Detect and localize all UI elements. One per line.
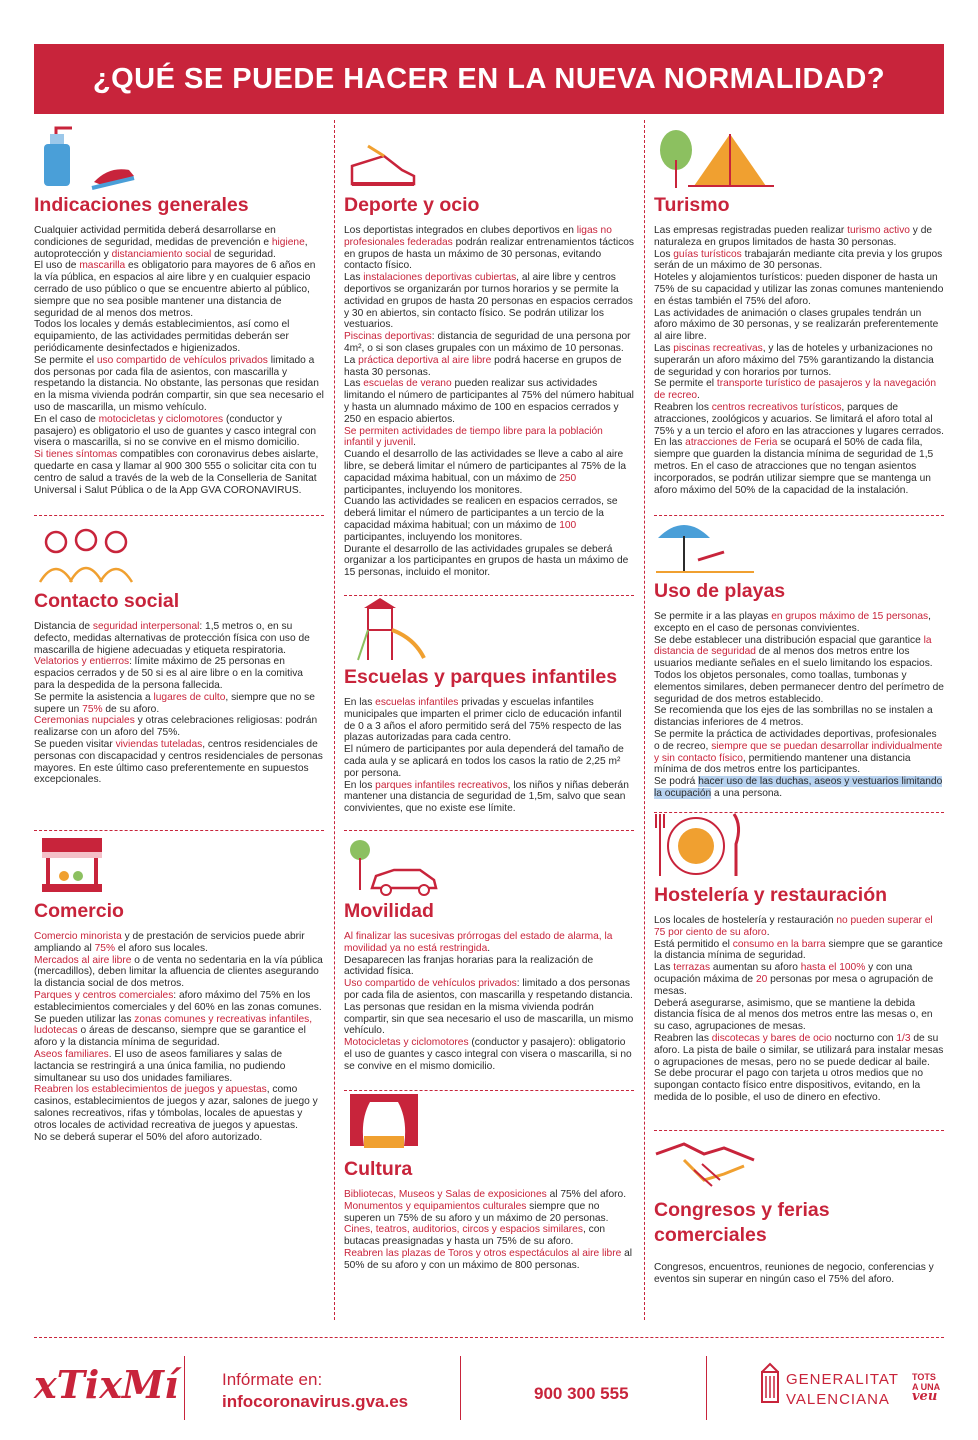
paragraph	[34, 319, 324, 354]
paragraph	[344, 1189, 634, 1201]
playground-slide-icon	[344, 598, 634, 664]
text-run: Las	[654, 962, 674, 974]
paragraph	[34, 715, 324, 739]
paragraph	[34, 692, 324, 716]
paragraph	[344, 931, 634, 955]
paragraph	[654, 705, 944, 729]
paragraph	[654, 308, 944, 343]
text-run: Se pueden utilizar las	[34, 1013, 135, 1025]
section-body	[344, 931, 634, 1073]
text-run: Se permite el	[654, 378, 717, 390]
text-run: al 75% del aforo.	[546, 1189, 627, 1200]
highlight-text: 20	[755, 973, 768, 985]
text-run: , los niños y niñas deberán mantener una distancia de seguridad de 1,5m, salvo que sean convivientes, que no existe ese límite.	[344, 779, 629, 815]
info-label: Infórmate en:	[222, 1370, 323, 1389]
section-movilidad	[344, 832, 634, 1073]
highlight-text: hasta el 100%	[800, 962, 866, 974]
text-run: Todos los objetos personales, como toallas, tumbonas y elementos similares, deben permanecer dentro del perímetro de seguridad de dos metros establecido.	[654, 669, 944, 705]
paragraph	[344, 978, 634, 1037]
handshake-icon	[654, 1130, 944, 1196]
text-run: de al menos dos metros entre los usuarios mediante señales en el suelo limitando los espacios.	[654, 646, 933, 670]
text-run: La	[344, 354, 359, 366]
section-body	[34, 931, 324, 1143]
highlight-text: seguridad interpersonal	[92, 621, 200, 632]
paragraph	[34, 656, 324, 691]
section-title: Deporte y ocio	[344, 194, 480, 216]
paragraph	[344, 780, 634, 815]
highlight-text: Reabren las plazas de Toros y otros espectáculos al aire libre	[344, 1247, 622, 1259]
section-hosteleria	[654, 810, 944, 1104]
text-run: Se permite ir a las playas	[654, 611, 772, 622]
people-icon	[34, 522, 324, 588]
text-run: Se debe establecer una distribución espacial que garantice	[654, 634, 924, 646]
text-run: No se deberá superar el 50% del aforo autorizado.	[34, 1131, 263, 1143]
footer-divider	[184, 1356, 185, 1420]
highlight-text: Mercados al aire libre	[34, 954, 132, 966]
column-divider	[644, 120, 645, 1320]
text-run: o áreas de descanso, siempre que se garantice el aforo y la distancia mínima de seguridad.	[34, 1025, 306, 1049]
paragraph	[654, 272, 944, 307]
text-run: , con butacas preasignadas y hasta un 75% de su aforo.	[344, 1224, 606, 1248]
text-run: personas por mesa o agrupación de mesas.	[654, 973, 934, 997]
highlight-text: Reabren los establecimientos de juegos y apuestas	[34, 1084, 267, 1096]
text-run: Desaparecen las franjas horarias para la realización de actividad física.	[344, 954, 594, 978]
section-body	[34, 225, 324, 496]
section-divider	[34, 830, 324, 831]
highlight-text: Si tienes síntomas	[34, 449, 118, 461]
text-run: Se permite la práctica de actividades deportivas, profesionales o de recreo,	[654, 728, 937, 752]
highlight-text: transporte turístico de pasajeros y la navegación de recreo	[654, 378, 937, 402]
highlight-text: Comercio minorista	[34, 931, 122, 942]
text-run: . El uso de aseos familiares y salas de lactancia se restringirá a una única familia, no pudiendo simultanear su uso dos unidades familiares.	[34, 1048, 286, 1084]
paragraph	[654, 611, 944, 635]
highlight-text: en grupos máximo de 15 personas	[771, 611, 929, 622]
section-body	[654, 915, 944, 1104]
text-run: y con una ocupación máxima de	[654, 962, 913, 985]
text-run: : limitado a dos personas por cada fila de asientos, con mascarilla y respetando distancia. Las personas que residan en la misma vivienda podrán compartir, sin que sea necesario el uso de mascarilla, un mismo vehículo.	[344, 978, 634, 1037]
paragraph	[654, 998, 944, 1033]
paragraph	[34, 1014, 324, 1049]
footer-divider	[706, 1356, 707, 1420]
section-title: Cultura	[344, 1158, 413, 1180]
highlight-text: 75%	[94, 942, 115, 954]
paragraph	[654, 249, 944, 273]
footer-divider	[34, 1337, 944, 1338]
text-run: podrán realizar entrenamientos tácticos en grupos de hasta un máximo de 30 personas, evitando contacto físico.	[344, 236, 634, 272]
text-run: pueden realizar sus actividades limitando el número de participantes al 75% del número habitual y hasta un alumnado máximo de 100 en espacios cerrados y 250 en espacio abiertos.	[344, 378, 634, 425]
highlight-text: no pueden superar el 75 por ciento de su aforo	[654, 915, 933, 938]
highlight-text: Parques y centros comerciales	[34, 989, 174, 1001]
text-run: .	[697, 390, 700, 402]
tots-line3: veu	[912, 1389, 938, 1404]
paragraph	[654, 343, 944, 378]
text-run: .	[413, 437, 416, 449]
section-deporte	[344, 126, 634, 579]
text-run: Las	[344, 378, 364, 390]
page-banner	[34, 44, 944, 114]
highlight-text: zonas comunes y recreativas infantiles, ludotecas	[34, 1013, 313, 1037]
market-stall-icon	[34, 832, 324, 898]
text-run: de seguridad.	[211, 248, 276, 260]
section-divider	[34, 515, 324, 516]
text-run: Se recomienda que los ejes de las sombrillas no se instalen a distancias inferiores de 4 metros.	[654, 705, 933, 729]
paragraph	[34, 1132, 324, 1144]
text-run: participantes, incluyendo los monitores.	[344, 484, 523, 496]
text-run: : aforo máximo del 75% en los establecimientos comerciales y del 60% en las zonas comunes.	[34, 989, 322, 1013]
highlight-text: Cines, teatros, auditorios, circos y espacios similares	[344, 1224, 583, 1236]
text-run: y de naturaleza en grupos limitados de hasta 30 personas.	[654, 225, 933, 248]
running-shoe-icon	[344, 126, 634, 192]
paragraph	[344, 697, 634, 744]
paragraph	[34, 449, 324, 496]
text-run: participantes, incluyendo los monitores.	[344, 531, 523, 543]
text-run: Se podrá	[654, 776, 699, 788]
text-run: Reabren los	[654, 401, 712, 413]
paragraph	[34, 739, 324, 786]
text-run: Se permite el	[34, 354, 97, 366]
info-link[interactable]: infocoronavirus.gva.es	[222, 1392, 409, 1411]
text-run: de su aforo. La pista de baile o similar, se utilizará para instalar mesas o agrupaciones de mesas, pero no se puede dedicar al baile.	[654, 1032, 944, 1068]
paragraph	[344, 272, 634, 331]
paragraph	[34, 414, 324, 449]
tixmi-logo: xTixMí	[34, 1362, 179, 1407]
section-title: Hostelería y restauración	[654, 884, 888, 906]
paragraph	[654, 1262, 944, 1286]
section-divider	[344, 595, 634, 596]
text-run: , centros residenciales de personas con discapacidad y centros residenciales de personas mayores. En este último caso preferentemente en supuestos excepcionales.	[34, 738, 323, 786]
highlight-text: 250	[559, 472, 577, 484]
text-run: Las	[344, 272, 364, 284]
text-run: , al aire libre y centros deportivos se organizarán por turnos horarios y se permite la actividad en grupos de hasta 20 personas en espacios cerrados y 30 en abiertos, sin contacto físico. Se podrán utilizar los vestuarios.	[344, 272, 633, 331]
highlight-text: escuelas de verano	[363, 378, 452, 390]
text-run: Se pueden visitar	[34, 738, 116, 750]
text-run: , permitiendo mantener una distancia mínima de dos metros entre los participantes.	[654, 752, 911, 776]
paragraph	[34, 1049, 324, 1084]
paragraph	[654, 776, 944, 800]
theater-stage-icon	[344, 1090, 634, 1156]
text-run: , parques de atracciones, zoológicos y acuarios. Se limitará el aforo total al 75% y a un tercio el aforo en las atracciones y lugares cerrados.	[654, 401, 944, 437]
text-run: , y las de hoteles y urbanizaciones no superarán un aforo máximo del 75% garantizando la distancia de seguridad y con horarios por turnos.	[654, 342, 934, 378]
text-run: Las	[654, 342, 674, 354]
text-run: siempre que se garantice la distancia mínima de seguridad.	[654, 938, 943, 962]
highlight-text: terrazas	[673, 962, 711, 974]
paragraph	[34, 1084, 324, 1131]
highlight-text: Aseos familiares	[34, 1048, 109, 1060]
text-run: , siempre que no se supere un	[34, 691, 315, 715]
paragraph	[344, 1224, 634, 1248]
text-run: Los locales de hostelería y restauración	[654, 915, 837, 926]
section-title: Escuelas y parques infantiles	[344, 666, 618, 688]
paragraph	[344, 744, 634, 779]
paragraph	[344, 449, 634, 496]
text-run: (conductor y pasajero) es obligatorio el uso de guantes y casco integral con visera o mascarilla, si no se convive en el mismo domicilio.	[34, 413, 317, 449]
section-indicaciones	[34, 126, 324, 496]
highlight-text: Se permiten actividades de tiempo libre para la población infantil y juvenil	[344, 425, 603, 449]
highlight-text: piscinas recreativas	[673, 342, 763, 354]
text-run: y otras celebraciones religiosas: podrán realizarse con un aforo del 75%.	[34, 715, 318, 739]
highlight-text: instalaciones deportivas cubiertas	[363, 272, 517, 284]
text-run: siempre que no superen un 75% de su aforo y un máximo de 20 personas.	[344, 1200, 609, 1224]
section-escuelas	[344, 598, 634, 815]
gva-line1: GENERALITAT	[786, 1371, 899, 1388]
text-run: Cuando las actividades se realicen en espacios cerrados, se deberá limitar el número de participantes a un tercio de la capacidad máxima habitual; con un máximo de	[344, 496, 618, 531]
section-turismo	[654, 126, 944, 496]
text-run: Todos los locales y demás establecimientos, así como el equipamiento, de las actividades permitidas deberán ser periódicamente desinfectados e higienizados.	[34, 319, 290, 354]
gva-logo	[786, 1370, 899, 1410]
section-body	[654, 225, 944, 496]
page-title: ¿QUÉ SE PUEDE HACER EN LA NUEVA NORMALIDAD?	[92, 62, 886, 95]
text-run: El número de participantes por aula dependerá del tamaño de cada aula y se aplicará en todos los casos la ratio de 2,25 m² por persona.	[344, 744, 624, 779]
tent-tree-icon	[654, 126, 944, 192]
highlight-text: mascarilla	[79, 260, 126, 272]
text-run: El uso de	[34, 260, 80, 272]
paragraph	[344, 331, 634, 355]
highlight-text: Uso compartido de vehículos privados	[344, 978, 517, 990]
text-run: Deberá asegurarse, asimismo, que se mantiene la debida distancia física de al menos dos metros entre las mesas o, en su caso, agrupaciones de mesas.	[654, 997, 933, 1033]
highlight-text: higiene	[271, 236, 305, 248]
highlight-text: distanciamiento social	[111, 248, 212, 260]
text-run: se ocupará el 50% de cada fila, siempre que guarden la distancia mínima de seguridad de 1,5 metros. En el caso de atracciones que no tengan asientos incorporados, se podrán utilizar siempre que se mantenga un aforo máximo del 50% de la capacidad de la instalación.	[654, 437, 934, 496]
highlight-text: centros recreativos turísticos	[711, 401, 842, 413]
section-body	[34, 621, 324, 786]
paragraph	[654, 378, 944, 402]
text-run: limitado a dos personas por cada fila de asientos, con mascarilla y respetando la distancia. No obstante, las personas que residan en la misma vivienda podrán compartir, sin que sea necesario el uso de mascarilla, un mismo vehículo.	[34, 354, 324, 413]
paragraph	[654, 225, 944, 249]
text-run: Los deportistas integrados en clubes deportivos en	[344, 225, 577, 236]
car-icon	[344, 832, 634, 898]
text-run: Se permite la asistencia a	[34, 691, 154, 703]
section-title: Congresos y ferias comerciales	[654, 1199, 830, 1246]
section-congresos	[654, 1130, 944, 1286]
highlight-text: Motocicletas y ciclomotores	[344, 1037, 469, 1049]
tots-a-una-veu-logo	[912, 1372, 940, 1402]
text-run: (conductor y pasajero): obligatorio el uso de guantes y casco integral con visera o mascarilla, si no se convive en el mismo domicilio.	[344, 1037, 632, 1072]
section-title: Comercio	[34, 900, 124, 922]
footer-divider	[460, 1356, 461, 1420]
tots-line2: A UNA	[912, 1382, 941, 1392]
text-run: , como casinos, establecimientos de juegos y azar, salones de juego y salones recreativos, rifas y tómbolas, locales de apuestas y otros locales de actividad recreativa de juegos y apuestas.	[34, 1084, 318, 1131]
section-contacto	[34, 522, 324, 786]
text-run: compatibles con coronavirus debes aislarte, quedarte en casa y llamar al 900 300 555 o solicitar cita con tu centro de salud a través de la web de la Conselleria de Sanitat Universal i Salut Pública o de la App GVA CORONAVIRUS.	[34, 449, 319, 496]
text-run: Cualquier actividad permitida deberá desarrollarse en condiciones de seguridad, medidas de prevención e	[34, 225, 276, 248]
section-body	[344, 697, 634, 815]
paragraph	[344, 496, 634, 543]
section-body	[344, 225, 634, 579]
text-run: Las empresas registradas pueden realizar	[654, 225, 848, 236]
text-run: : 1,5 metros o, en su defecto, medidas alternativas de protección física con uso de mascarilla de higiene adecuadas y etiqueta respiratoria.	[34, 621, 310, 656]
text-run: Durante el desarrollo de las actividades grupales se deberá organizar a los participantes en grupos de hasta un máximo de 15 personas, incluido el monitor.	[344, 543, 629, 579]
section-title: Indicaciones generales	[34, 194, 249, 216]
highlight-text: Al finalizar las sucesivas prórrogas del estado de alarma, la movilidad ya no está restringida	[344, 931, 613, 954]
highlight-text: discotecas y bares de ocio	[711, 1032, 832, 1044]
section-title: Uso de playas	[654, 580, 786, 602]
paragraph	[34, 260, 324, 319]
highlight-text: viviendas tuteladas	[115, 738, 203, 750]
section-comercio	[34, 832, 324, 1143]
paragraph	[344, 1037, 634, 1072]
paragraph	[34, 355, 324, 414]
text-run: Hoteles y alojamientos turísticos: pueden disponer de hasta un 75% de su capacidad y utilizar las zonas comunes manteniendo en éstas también el 75% del aforo.	[654, 272, 944, 307]
section-cultura	[344, 1090, 634, 1272]
section-playas	[654, 512, 944, 800]
highlight-text: siempre que se puedan desarrollar individualmente y sin contacto físico	[654, 740, 943, 764]
text-run: y de prestación de servicios puede abrir ampliando al	[34, 931, 305, 954]
paragraph	[654, 437, 944, 496]
text-run: .	[766, 926, 770, 938]
highlight-text: atracciones de Feria	[685, 437, 778, 449]
text-run: .	[487, 942, 491, 954]
text-run: Está permitido el	[654, 938, 733, 950]
text-run: En el caso de	[34, 413, 99, 425]
paragraph	[344, 544, 634, 579]
paragraph	[654, 1033, 944, 1068]
section-body	[654, 611, 944, 800]
text-run: : distancia de seguridad de una persona por 4m², o si son clases grupales con un máximo de 10 personas.	[344, 331, 631, 354]
paragraph	[654, 939, 944, 963]
text-run: es obligatorio para mayores de 6 años en la vía pública, en espacios al aire libre y en cualquier espacio cerrado de uso público o que se encuentre abierto al público, siempre que no sea posible mantener una distancia de seguridad de al menos dos metros.	[34, 260, 316, 319]
highlight-text: motocicletas y ciclomotores	[98, 413, 224, 425]
text-run: , excepto en el caso de personas convivientes.	[654, 611, 931, 634]
text-run: En los	[344, 779, 376, 791]
hand-sanitizer-icon	[34, 126, 324, 192]
paragraph	[34, 990, 324, 1014]
text-run: Los	[654, 248, 674, 260]
phone-number[interactable]: 900 300 555	[534, 1384, 629, 1403]
paragraph	[34, 931, 324, 955]
tots-line1: TOTS	[912, 1372, 936, 1382]
text-run: podrá hacerse en grupos de hasta 30 personas.	[344, 354, 622, 378]
section-title: Contacto social	[34, 590, 180, 612]
text-run: Distancia de	[34, 621, 93, 632]
plate-cutlery-icon	[654, 810, 944, 882]
paragraph	[654, 635, 944, 670]
paragraph	[654, 402, 944, 437]
text-run: Congresos, encuentros, reuniones de negocio, conferencias y eventos sin superar en ningún caso el 75% del aforo.	[654, 1262, 934, 1285]
highlight-text: guías turísticos	[673, 248, 742, 260]
section-title: Movilidad	[344, 900, 434, 922]
text-run: privadas y escuelas infantiles municipales que imparten el primer ciclo de educación infantil de 0 a 3 años el aforo permitido será del 75% respecto de las plazas autorizadas para cada centro.	[344, 697, 622, 744]
text-run: En las	[344, 697, 376, 708]
highlight-text: 1/3	[896, 1032, 911, 1044]
text-run: al 50% de su aforo y con un máximo de 800 personas.	[344, 1247, 633, 1271]
paragraph	[654, 670, 944, 705]
paragraph	[34, 225, 324, 260]
highlight-text: parques infantiles recreativos	[375, 779, 508, 791]
text-run: a una persona.	[711, 787, 783, 799]
highlight-text: 75%	[82, 703, 103, 715]
paragraph	[344, 955, 634, 979]
text-run: el aforo sus locales.	[115, 942, 208, 954]
highlight-text: turismo activo	[847, 225, 910, 236]
text-run: Reabren las	[654, 1032, 712, 1044]
highlight-text: Monumentos y equipamientos culturales	[344, 1200, 527, 1212]
section-title: Turismo	[654, 194, 730, 216]
paragraph	[344, 355, 634, 379]
gva-line2: VALENCIANA	[786, 1391, 890, 1408]
highlight-text: lugares de culto	[153, 691, 226, 703]
highlight-text: 100	[559, 519, 577, 531]
section-body	[654, 1262, 944, 1286]
text-run: : límite máximo de 25 personas en espacios cerrados y de 50 si es al aire libre o en la comitiva para la despedida de la persona fallecida.	[34, 656, 303, 691]
paragraph	[34, 621, 324, 656]
text-run: trabajarán mediante cita previa y los grupos serán de un máximo de 30 personas.	[654, 248, 943, 272]
section-body	[344, 1189, 634, 1272]
paragraph	[344, 1248, 634, 1272]
text-run: En las	[654, 437, 686, 449]
selected-text: hacer uso de las duchas, aseos y vestuarios limitando la ocupación	[654, 776, 943, 799]
paragraph	[654, 729, 944, 776]
text-run: aumentan su aforo	[710, 962, 801, 974]
text-run: , autoprotección y	[34, 236, 308, 260]
text-run: nocturno con	[831, 1032, 897, 1044]
highlight-text: Bibliotecas, Museos y Salas de exposiciones	[344, 1189, 547, 1200]
paragraph	[344, 1201, 634, 1225]
column-divider	[334, 120, 335, 1320]
text-run: o de venta no sedentaria en la vía pública (mercadillos), deben limitar la afluencia de clientes asegurando la distancia social de dos metros.	[34, 954, 323, 990]
footer	[34, 1350, 944, 1430]
highlight-text: escuelas infantiles	[375, 697, 459, 708]
text-run: Se debe procurar el pago con tarjeta u otros medios que no supongan contacto físico entre dispositivos, evitando, en la medida de lo posible, el uso de dinero en efectivo.	[654, 1068, 924, 1103]
paragraph	[344, 225, 634, 272]
paragraph	[344, 378, 634, 425]
paragraph	[654, 915, 944, 939]
text-run: de su aforo.	[102, 703, 160, 715]
highlight-text: uso compartido de vehículos privados	[96, 354, 268, 366]
text-run: Cuando el desarrollo de las actividades se lleve a cabo al aire libre, se deberá limitar el número de participantes al 75% de la capacidad máxima habitual, con un máximo de	[344, 449, 627, 484]
paragraph	[344, 426, 634, 450]
paragraph	[654, 962, 944, 997]
text-run: Las actividades de animación o clases grupales tendrán un aforo máximo de 30 personas, y se realizarán preferentemente al aire libre.	[654, 307, 939, 343]
highlight-text: consumo en la barra	[732, 938, 826, 950]
highlight-text: Ceremonias nupciales	[34, 715, 135, 727]
beach-umbrella-icon	[654, 512, 944, 578]
highlight-text: Velatorios y entierros	[34, 656, 130, 668]
highlight-text: la distancia de seguridad	[654, 634, 932, 658]
highlight-text: ligas no profesionales federadas	[344, 225, 612, 248]
highlight-text: Piscinas deportivas	[344, 331, 432, 343]
gva-emblem-icon	[758, 1362, 782, 1411]
highlight-text: práctica deportiva al aire libre	[358, 354, 492, 366]
paragraph	[34, 955, 324, 990]
section-divider	[344, 830, 634, 831]
paragraph	[654, 1068, 944, 1103]
